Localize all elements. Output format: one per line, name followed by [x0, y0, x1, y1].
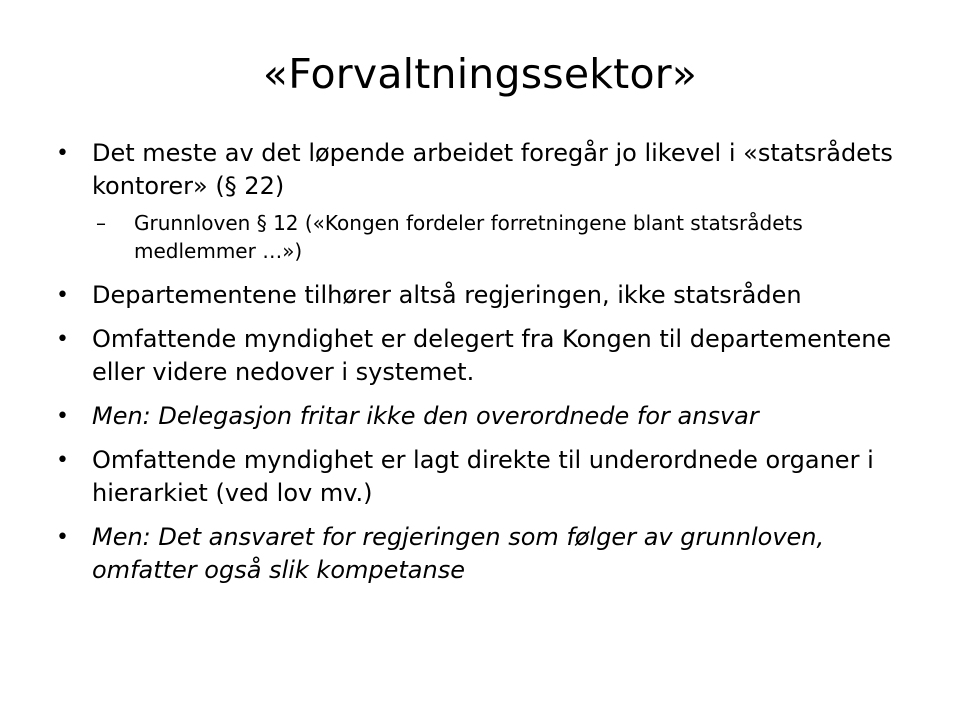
bullet-text: Omfattende myndighet er delegert fra Kongen til departementene eller videre nedover i systemet.	[92, 325, 892, 386]
bullet-item	[56, 279, 918, 312]
bullet-list	[56, 137, 918, 598]
bullet-marker: •	[56, 283, 69, 308]
sub-bullet-text: Grunnloven § 12 («Kongen fordeler forretningene blant statsrådets medlemmer …»)	[134, 211, 803, 263]
bullet-marker: •	[56, 404, 69, 429]
bullet-item	[56, 444, 918, 510]
bullet-text: Men: Det ansvaret for regjeringen som følger av grunnloven, omfatter også slik kompetanse	[92, 523, 825, 584]
bullet-marker: •	[56, 448, 69, 473]
bullet-marker: •	[56, 327, 69, 352]
bullet-text: Det meste av det løpende arbeidet foregår jo likevel i «statsrådets kontorer» (§ 22)	[92, 139, 893, 200]
bullet-item	[56, 400, 918, 433]
bullet-item	[56, 137, 918, 203]
bullet-text: Omfattende myndighet er lagt direkte til underordnede organer i hierarkiet (ved lov mv.)	[92, 446, 874, 507]
bullet-marker: •	[56, 141, 69, 166]
bullet-text: Departementene tilhører altså regjeringen, ikke statsråden	[92, 281, 802, 309]
slide-title: «Forvaltningssektor»	[262, 50, 698, 98]
bullet-marker: •	[56, 525, 69, 550]
bullet-item	[56, 323, 918, 389]
sub-bullet-item	[56, 209, 918, 265]
bullet-text: Men: Delegasjon fritar ikke den overordnede for ansvar	[92, 402, 759, 430]
sub-bullet-marker: –	[96, 211, 106, 235]
bullet-item	[56, 521, 918, 587]
